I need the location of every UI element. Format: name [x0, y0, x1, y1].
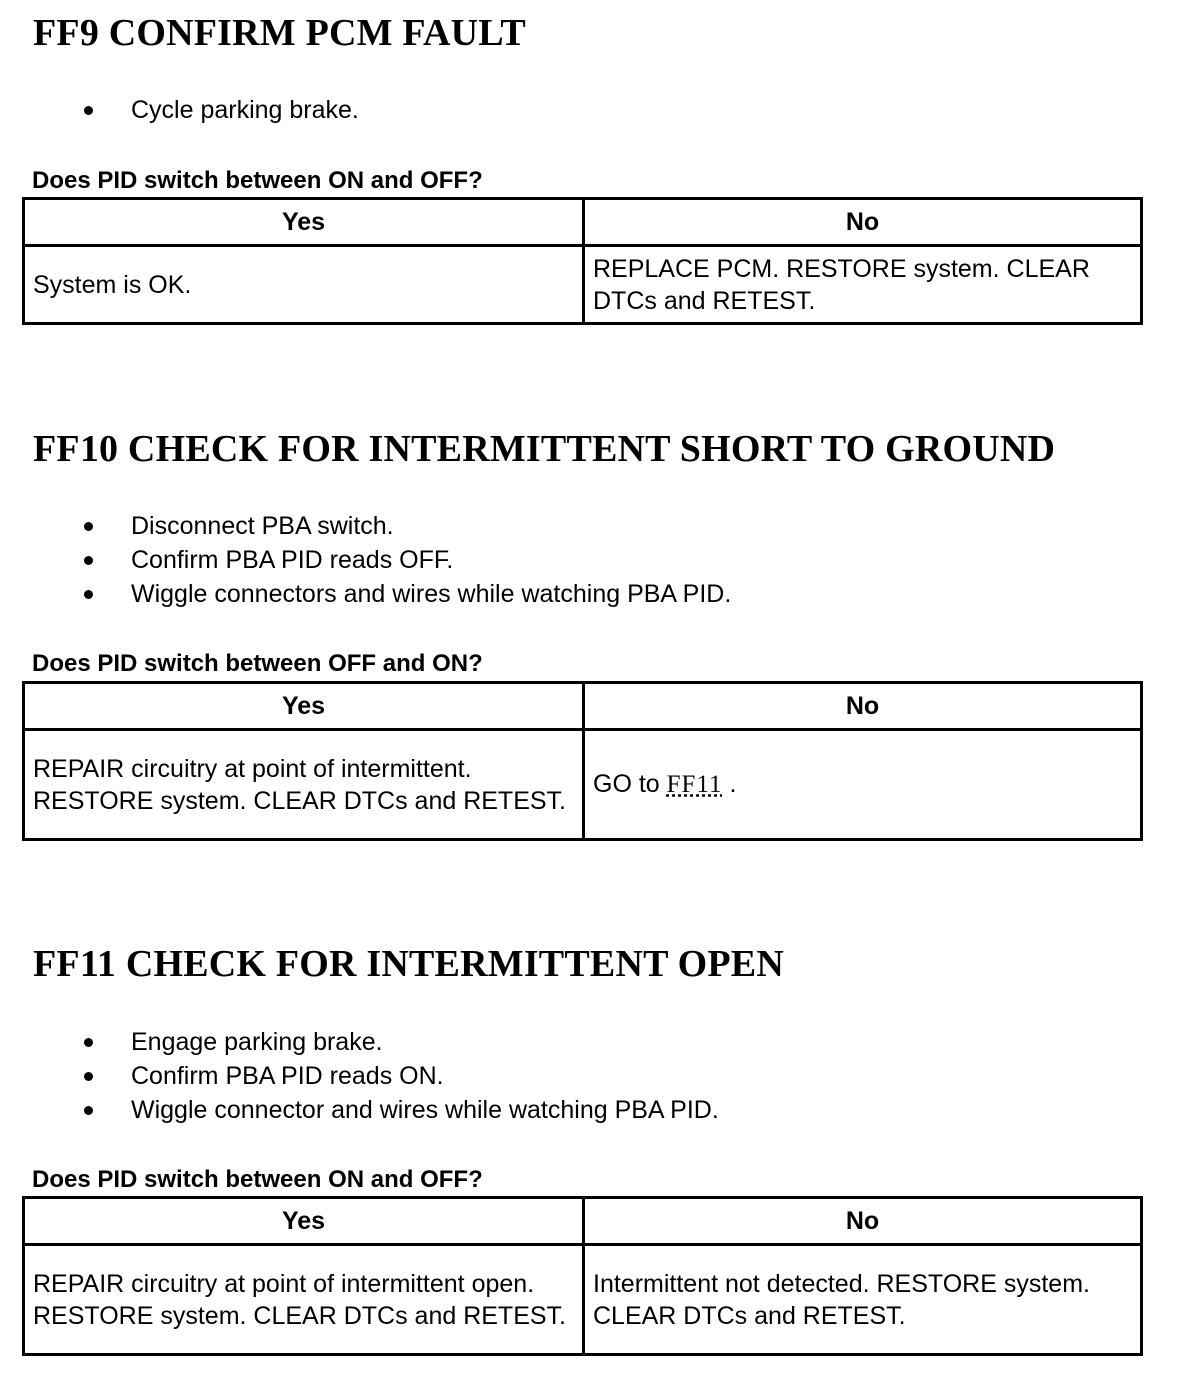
- bullet-icon: [84, 590, 93, 599]
- table-header-row: [24, 1198, 1142, 1245]
- no-cell: [584, 730, 1142, 840]
- yes-cell: System is OK.: [24, 246, 584, 324]
- section-heading-ff9: FF9 CONFIRM PCM FAULT: [33, 12, 526, 54]
- question-ff11: Does PID switch between ON and OFF?: [32, 1166, 483, 1193]
- result-table-ff10: [22, 681, 1143, 841]
- no-header: No: [584, 199, 1142, 246]
- bullet-icon: [84, 1106, 93, 1115]
- go-to-text: GO to: [593, 770, 660, 798]
- result-table-ff11: [22, 1196, 1143, 1356]
- yes-header: Yes: [24, 199, 584, 246]
- bullet-icon: [84, 522, 93, 531]
- question-ff10: Does PID switch between OFF and ON?: [32, 650, 483, 677]
- ff11-link[interactable]: FF11: [666, 771, 723, 798]
- section-heading-ff10: FF10 CHECK FOR INTERMITTENT SHORT TO GROUND: [33, 428, 1056, 470]
- table-header-row: [24, 683, 1142, 730]
- bullet-icon: [84, 556, 93, 565]
- yes-header: Yes: [24, 1198, 584, 1245]
- section-heading-ff11: FF11 CHECK FOR INTERMITTENT OPEN: [33, 943, 784, 985]
- yes-header: Yes: [24, 683, 584, 730]
- result-table-ff9: [22, 197, 1143, 325]
- bullet-icon: [84, 1072, 93, 1081]
- go-to-suffix: .: [722, 770, 737, 798]
- bullet-icon: [84, 106, 93, 115]
- question-ff9: Does PID switch between ON and OFF?: [32, 167, 483, 194]
- no-header: No: [584, 683, 1142, 730]
- table-row: [24, 246, 1142, 324]
- no-cell: REPLACE PCM. RESTORE system. CLEAR DTCs and RETEST.: [584, 246, 1142, 324]
- table-row: [24, 1245, 1142, 1355]
- table-header-row: [24, 199, 1142, 246]
- yes-cell: REPAIR circuitry at point of intermittent open. RESTORE system. CLEAR DTCs and RETEST.: [24, 1245, 584, 1355]
- yes-cell: REPAIR circuitry at point of intermittent. RESTORE system. CLEAR DTCs and RETEST.: [24, 730, 584, 840]
- no-cell: Intermittent not detected. RESTORE system. CLEAR DTCs and RETEST.: [584, 1245, 1142, 1355]
- no-header: No: [584, 1198, 1142, 1245]
- bullet-icon: [84, 1038, 93, 1047]
- table-row: [24, 730, 1142, 840]
